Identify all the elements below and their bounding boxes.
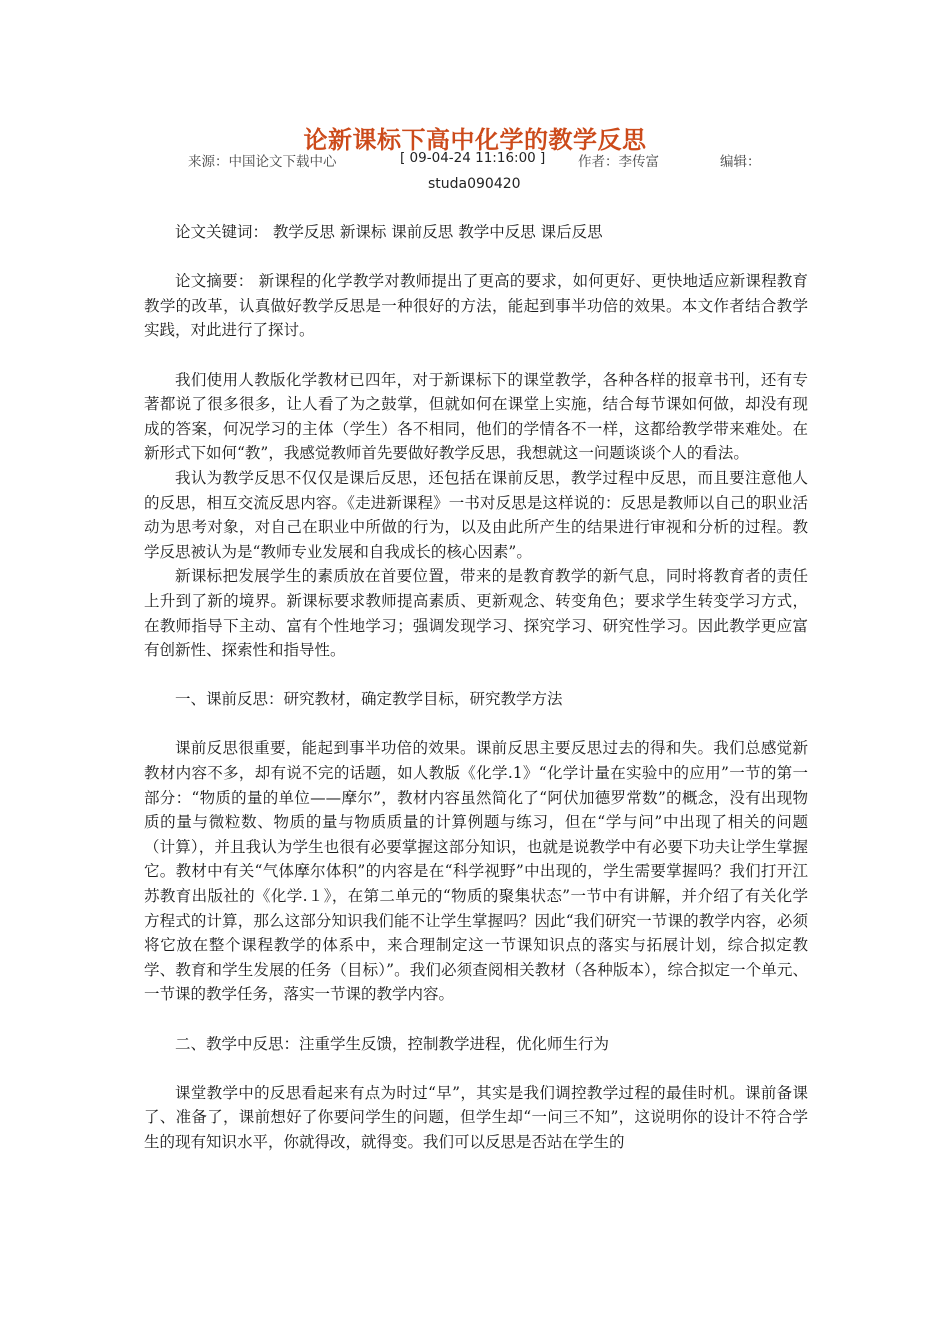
body-paragraph: 新课标把发展学生的素质放在首要位置，带来的是教育教学的新气息，同时将教育者的责任上升到了新的境界。新课标要求教师提高素质、更新观念、转变角色；要求学生转变学习方式，在教师指导下主动、富有个性地学习；强调发现学习、探究学习、研究性学习。因此教学更应富有创新性、探索性和指导性。 xyxy=(144,567,808,660)
section-paragraph: 课堂教学中的反思看起来有点为时过“早”，其实是我们调控教学过程的最佳时机。课前备课了、准备了，课前想好了你要问学生的问题，但学生却“一问三不知”，这说明你的设计不符合学生的现有知识水平，你就得改，就得变。我们可以反思是否站在学生的 xyxy=(144,1083,808,1151)
publish-datetime: [ 09-04-24 11:16:00 ] xyxy=(400,150,546,166)
abstract: 论文摘要： 新课程的化学教学对教师提出了更高的要求，如何更好、更快地适应新课程教育教学的改革，认真做好教学反思是一种很好的方法，能起到事半功倍的效果。本文作者结合教学实践，对此进行了探讨。 xyxy=(144,272,808,340)
author-label: 作者：李传富 xyxy=(578,154,659,170)
body-paragraph: 我认为教学反思不仅仅是课后反思，还包括在课前反思，教学过程中反思，而且要注意他人的反思，相互交流反思内容。《走进新课程》一书对反思是这样说的：反思是教师以自己的职业活动为思考对象，对自己在职业中所做的行为，以及由此所产生的结果进行审视和分析的过程。教学反思被认为是“教师专业发展和自我成长的核心因素”。 xyxy=(144,468,808,561)
keywords: 论文关键词： 教学反思 新课标 课前反思 教学中反思 课后反思 xyxy=(175,223,603,241)
article-body xyxy=(144,220,808,1155)
source-label: 来源：中国论文下载中心 xyxy=(188,154,337,170)
article-title: 论新课标下高中化学的教学反思 xyxy=(303,126,647,154)
section-paragraph: 课前反思很重要，能起到事半功倍的效果。课前反思主要反思过去的得和失。我们总感觉新教材内容不多，却有说不完的话题，如人教版《化学.1》“化学计量在实验中的应用”一节的第一部分：“物质的量的单位——摩尔”，教材内容虽然简化了“阿伏加德罗常数”的概念，没有出现物质的量与微粒数、物质的量与物质质量的计算例题与练习，但在“学与问”中出现了相关的问题（计算），并且我认为学生也很有必要掌握这部分知识，也就是说教学中有必要下功夫让学生掌握它。教材中有关“气体摩尔体积”的内容是在“科学视野”中出现的，学生需要掌握吗？我们打开江苏教育出版社的《化学.１》，在第二单元的“物质的聚集状态”一节中有讲解，并介绍了有关化学方程式的计算，那么这部分知识我们能不让学生掌握吗？因此“我们研究一节课的教学内容，必须将它放在整个课程教学的体系中，来合理制定这一节课知识点的落实与拓展计划，综合拟定教学、教育和学生发展的任务（目标）”。我们必须查阅相关教材（各种版本），综合拟定一个单元、一节课的教学任务，落实一节课的教学内容。 xyxy=(144,739,808,1004)
section-heading: 二、教学中反思：注重学生反馈，控制教学进程，优化师生行为 xyxy=(175,1034,610,1053)
editor-id: studa090420 xyxy=(428,176,521,192)
body-paragraph: 我们使用人教版化学教材已四年，对于新课标下的课堂教学，各种各样的报章书刊，还有专著都说了很多很多，让人看了为之鼓掌，但就如何在课堂上实施，结合每节课如何做，却没有现成的答案，何况学习的主体（学生）各不相同，他们的学情各不一样，这都给教学带来难处。在新形式下如何“教”，我感觉教师首先要做好教学反思，我想就这一问题谈谈个人的看法。 xyxy=(144,370,808,463)
editor-label: 编辑： xyxy=(720,154,761,170)
section-heading: 一、课前反思：研究教材，确定教学目标，研究教学方法 xyxy=(175,690,563,709)
